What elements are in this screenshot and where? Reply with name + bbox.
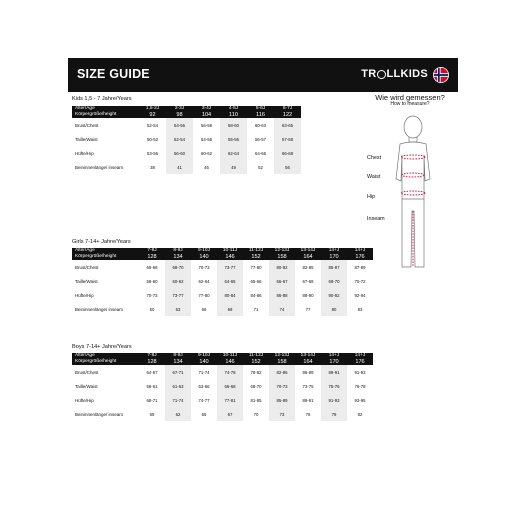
- kids-table-title: Kids 1,5 - 7 Jahre/Years: [72, 96, 132, 102]
- size-cell: 50-52: [147, 136, 158, 142]
- size-column-header: [247, 106, 274, 118]
- row-label: Taille/Waist: [75, 383, 98, 389]
- size-column-header: [139, 353, 165, 365]
- row-label: Hüfte/Hip: [75, 397, 94, 403]
- girls-size-table: [72, 248, 373, 316]
- height-value: 104: [201, 112, 212, 119]
- size-cell: 62-64: [198, 278, 210, 284]
- age-value: 9-10J: [198, 353, 210, 358]
- size-cell: 74-77: [198, 397, 210, 403]
- size-cell: 63: [165, 302, 191, 316]
- size-cell: 46: [204, 164, 209, 170]
- boys-table-title: Boys 7-14+ Jahre/Years: [72, 344, 132, 350]
- size-column-header: [217, 353, 243, 365]
- size-cell: 73: [269, 407, 295, 421]
- age-value: 9-10J: [198, 248, 210, 253]
- height-value: 116: [256, 112, 265, 119]
- height-value: 140: [199, 359, 209, 366]
- age-label: Alter/Age: [75, 106, 95, 111]
- size-column-header: [321, 353, 347, 365]
- size-cell: 71-74: [165, 393, 191, 407]
- child-figure-icon: [380, 107, 446, 277]
- size-cell: 73-77: [165, 288, 191, 302]
- height-label: Körpergröße/height: [75, 112, 117, 118]
- size-cell: 55-56: [220, 132, 247, 146]
- age-value: 12-13J: [274, 248, 290, 253]
- size-cell: 76: [305, 411, 311, 417]
- size-column-header: [347, 248, 373, 260]
- size-cell: 68-70: [165, 260, 191, 274]
- age-value: 13-14J: [300, 248, 316, 253]
- size-cell: 41: [166, 160, 193, 174]
- height-value: 134: [173, 359, 183, 366]
- size-cell: 56-60: [166, 146, 193, 160]
- table-header-row: [72, 353, 373, 365]
- row-label: Beininnenlänge/ inseam: [75, 306, 124, 312]
- size-cell: 76-78: [354, 383, 366, 389]
- size-cell: 74: [269, 302, 295, 316]
- size-cell: 68-70: [250, 383, 262, 389]
- size-cell: 90-92: [321, 288, 347, 302]
- height-value: 158: [277, 359, 287, 366]
- size-cell: 73-77: [217, 260, 243, 274]
- size-cell: 70-73: [269, 379, 295, 393]
- size-cell: 71: [253, 306, 259, 312]
- size-column-header: [191, 353, 217, 365]
- table-row: [72, 379, 373, 393]
- size-cell: 66-68: [274, 146, 301, 160]
- size-column-header: [193, 106, 220, 118]
- height-value: 128: [147, 359, 157, 366]
- size-cell: 53-56: [147, 150, 158, 156]
- age-value: 6-7J: [282, 106, 293, 111]
- size-cell: 81-85: [250, 397, 262, 403]
- size-column-header: [274, 106, 301, 118]
- size-cell: 64-67: [146, 369, 158, 375]
- brand-logo: TR LLKIDS: [361, 68, 428, 80]
- row-label: Brust/Chest: [75, 369, 99, 375]
- age-value: 2-3J: [174, 106, 185, 111]
- size-cell: 85-87: [321, 260, 347, 274]
- height-value: 158: [277, 254, 287, 261]
- size-cell: 60-62: [201, 150, 212, 156]
- size-cell: 65: [201, 411, 207, 417]
- girls-table-title: Girls 7-14+ Jahre/Years: [72, 239, 131, 245]
- table-row: [72, 288, 373, 302]
- size-cell: 89-91: [321, 365, 347, 379]
- size-cell: 56: [274, 160, 301, 174]
- size-cell: 77-80: [198, 292, 210, 298]
- size-cell: 70-73: [198, 264, 210, 270]
- height-value: 164: [303, 359, 313, 366]
- size-cell: 66: [201, 306, 207, 312]
- size-cell: 75-76: [321, 379, 347, 393]
- height-value: 176: [355, 359, 365, 366]
- size-cell: 70: [253, 411, 259, 417]
- size-cell: 77-80: [250, 264, 262, 270]
- size-cell: 70-72: [354, 278, 366, 284]
- table-row: [72, 365, 373, 379]
- row-label: Hüfte/Hip: [75, 150, 94, 156]
- size-cell: 57-58: [274, 132, 301, 146]
- size-cell: 67: [217, 407, 243, 421]
- size-cell: 63-65: [274, 118, 301, 132]
- age-value: 10-11J: [222, 248, 238, 253]
- table-header-row: [72, 248, 373, 260]
- size-cell: 84-86: [250, 292, 262, 298]
- size-cell: 91-93: [354, 369, 366, 375]
- row-label: Taille/Waist: [75, 278, 98, 284]
- size-cell: 93-95: [354, 397, 366, 403]
- measure-title: Wie wird gemessen?: [375, 93, 445, 102]
- size-cell: 80-84: [217, 288, 243, 302]
- height-value: 152: [251, 254, 261, 261]
- size-cell: 88-90: [302, 292, 314, 298]
- row-label: Hüfte/Hip: [75, 292, 94, 298]
- age-value: 14+J: [354, 353, 366, 358]
- size-cell: 67-71: [165, 365, 191, 379]
- size-column-header: [220, 106, 247, 118]
- size-cell: 74-78: [217, 365, 243, 379]
- size-column-header: [139, 248, 165, 260]
- age-value: 11-12J: [248, 353, 264, 358]
- size-cell: 80: [321, 302, 347, 316]
- table-row: [72, 160, 301, 174]
- measure-subtitle: How to measure?: [390, 101, 430, 107]
- table-row: [72, 393, 373, 407]
- row-label: Beininnenlänge/ inseam: [75, 164, 124, 170]
- row-label: Beininnenlänge/ inseam: [75, 411, 124, 417]
- height-value: 176: [355, 254, 365, 261]
- size-cell: 66-68: [217, 379, 243, 393]
- size-cell: 85-89: [269, 393, 295, 407]
- size-cell: 73-75: [302, 383, 314, 389]
- height-value: 134: [173, 254, 183, 261]
- kids-size-table: [72, 106, 301, 174]
- size-cell: 63-66: [198, 383, 210, 389]
- size-cell: 54-56: [166, 118, 193, 132]
- size-column-header: [269, 353, 295, 365]
- height-value: 170: [329, 254, 339, 261]
- size-column-header: [165, 353, 191, 365]
- table-row: [72, 146, 301, 160]
- table-row: [72, 132, 301, 146]
- height-value: 170: [329, 359, 339, 366]
- size-column-header: [295, 248, 321, 260]
- size-column-header: [166, 106, 193, 118]
- size-column-header: [243, 248, 269, 260]
- size-cell: 86-89: [302, 369, 314, 375]
- table-header-row: [72, 106, 301, 118]
- age-value: 4-5J: [228, 106, 239, 111]
- size-column-header: [347, 353, 373, 365]
- height-value: 146: [225, 254, 235, 261]
- size-cell: 83: [357, 306, 363, 312]
- size-cell: 64-66: [255, 150, 266, 156]
- size-cell: 65-68: [146, 264, 158, 270]
- height-value: 146: [225, 359, 235, 366]
- size-cell: 86-88: [269, 288, 295, 302]
- norway-flag-icon: [433, 67, 449, 83]
- size-cell: 66-67: [269, 274, 295, 288]
- size-cell: 82-85: [302, 264, 314, 270]
- row-label: Taille/Waist: [75, 136, 98, 142]
- page-title: SIZE GUIDE: [77, 67, 150, 81]
- table-row: [72, 118, 301, 132]
- age-value: 3-4J: [201, 106, 212, 111]
- table-row: [72, 274, 373, 288]
- size-cell: 64-65: [217, 274, 243, 288]
- age-value: 14+J: [328, 248, 340, 253]
- inseam-label: Inseam: [367, 216, 385, 222]
- size-cell: 60-62: [165, 274, 191, 288]
- size-cell: 82-86: [269, 365, 295, 379]
- age-value: 5-6J: [255, 106, 266, 111]
- header-label: [72, 248, 139, 260]
- header-label: [72, 353, 139, 365]
- size-cell: 58-60: [220, 118, 247, 132]
- size-cell: 38: [150, 164, 155, 170]
- size-cell: 69: [217, 302, 243, 316]
- size-column-header: [269, 248, 295, 260]
- size-cell: 61-63: [165, 379, 191, 393]
- height-value: 152: [251, 359, 261, 366]
- size-cell: 89-91: [302, 397, 314, 403]
- size-column-header: [165, 248, 191, 260]
- height-value: 110: [229, 112, 238, 119]
- size-column-header: [295, 353, 321, 365]
- size-cell: 77: [305, 306, 311, 312]
- height-value: 122: [282, 112, 293, 119]
- age-value: 1,5-2J: [145, 106, 160, 111]
- size-cell: 59: [149, 411, 155, 417]
- height-value: 164: [303, 254, 313, 261]
- size-cell: 56-58: [201, 122, 212, 128]
- age-value: 8-9J: [173, 248, 183, 253]
- size-column-header: [191, 248, 217, 260]
- height-value: 140: [199, 254, 209, 261]
- size-column-header: [217, 248, 243, 260]
- size-cell: 62-64: [220, 146, 247, 160]
- size-cell: 58-61: [146, 383, 158, 389]
- size-cell: 54-55: [201, 136, 212, 142]
- size-cell: 65-66: [250, 278, 262, 284]
- size-cell: 60: [149, 306, 155, 312]
- chest-label: Chest: [367, 155, 382, 161]
- row-label: Brust/Chest: [75, 264, 99, 270]
- waist-label: Waist: [367, 174, 381, 180]
- age-value: 7-8J: [147, 248, 157, 253]
- age-value: 14+J: [354, 248, 366, 253]
- size-cell: 70-73: [146, 292, 158, 298]
- header-bar: [68, 58, 458, 92]
- size-cell: 58-60: [146, 278, 158, 284]
- age-value: 7-8J: [147, 353, 157, 358]
- size-cell: 79: [321, 407, 347, 421]
- size-cell: 52-54: [166, 132, 193, 146]
- age-value: 8-9J: [173, 353, 183, 358]
- size-cell: 52-54: [147, 122, 158, 128]
- header-label: [72, 106, 139, 118]
- size-cell: 60-63: [255, 122, 266, 128]
- size-cell: 92-94: [354, 292, 366, 298]
- height-value: 98: [176, 112, 183, 119]
- boys-size-table: [72, 353, 373, 421]
- size-cell: 78-82: [250, 369, 262, 375]
- table-row: [72, 302, 373, 316]
- age-value: 10-11J: [222, 353, 238, 358]
- size-cell: 52: [258, 164, 263, 170]
- size-cell: 71-74: [198, 369, 210, 375]
- age-value: 13-14J: [300, 353, 316, 358]
- size-column-header: [243, 353, 269, 365]
- size-cell: 87-89: [354, 264, 366, 270]
- table-row: [72, 407, 373, 421]
- size-column-header: [139, 106, 166, 118]
- hip-label: Hip: [367, 194, 376, 200]
- size-cell: 68-70: [321, 274, 347, 288]
- size-cell: 77-81: [217, 393, 243, 407]
- table-row: [72, 260, 373, 274]
- height-label: Körpergröße/height: [75, 254, 117, 260]
- height-value: 128: [147, 254, 157, 261]
- age-label: Alter/Age: [75, 353, 95, 358]
- size-cell: 56-57: [255, 136, 266, 142]
- height-label: Körpergröße/height: [75, 359, 117, 365]
- size-cell: 49: [220, 160, 247, 174]
- size-cell: 67-68: [302, 278, 314, 284]
- age-value: 11-12J: [248, 248, 264, 253]
- age-value: 14+J: [328, 353, 340, 358]
- age-label: Alter/Age: [75, 248, 95, 253]
- size-cell: 82: [357, 411, 363, 417]
- size-cell: 68-71: [146, 397, 158, 403]
- size-cell: 91-93: [321, 393, 347, 407]
- size-column-header: [321, 248, 347, 260]
- row-label: Brust/Chest: [75, 122, 99, 128]
- age-value: 12-13J: [274, 353, 290, 358]
- size-cell: 62: [165, 407, 191, 421]
- height-value: 92: [149, 112, 156, 119]
- size-cell: 80-82: [269, 260, 295, 274]
